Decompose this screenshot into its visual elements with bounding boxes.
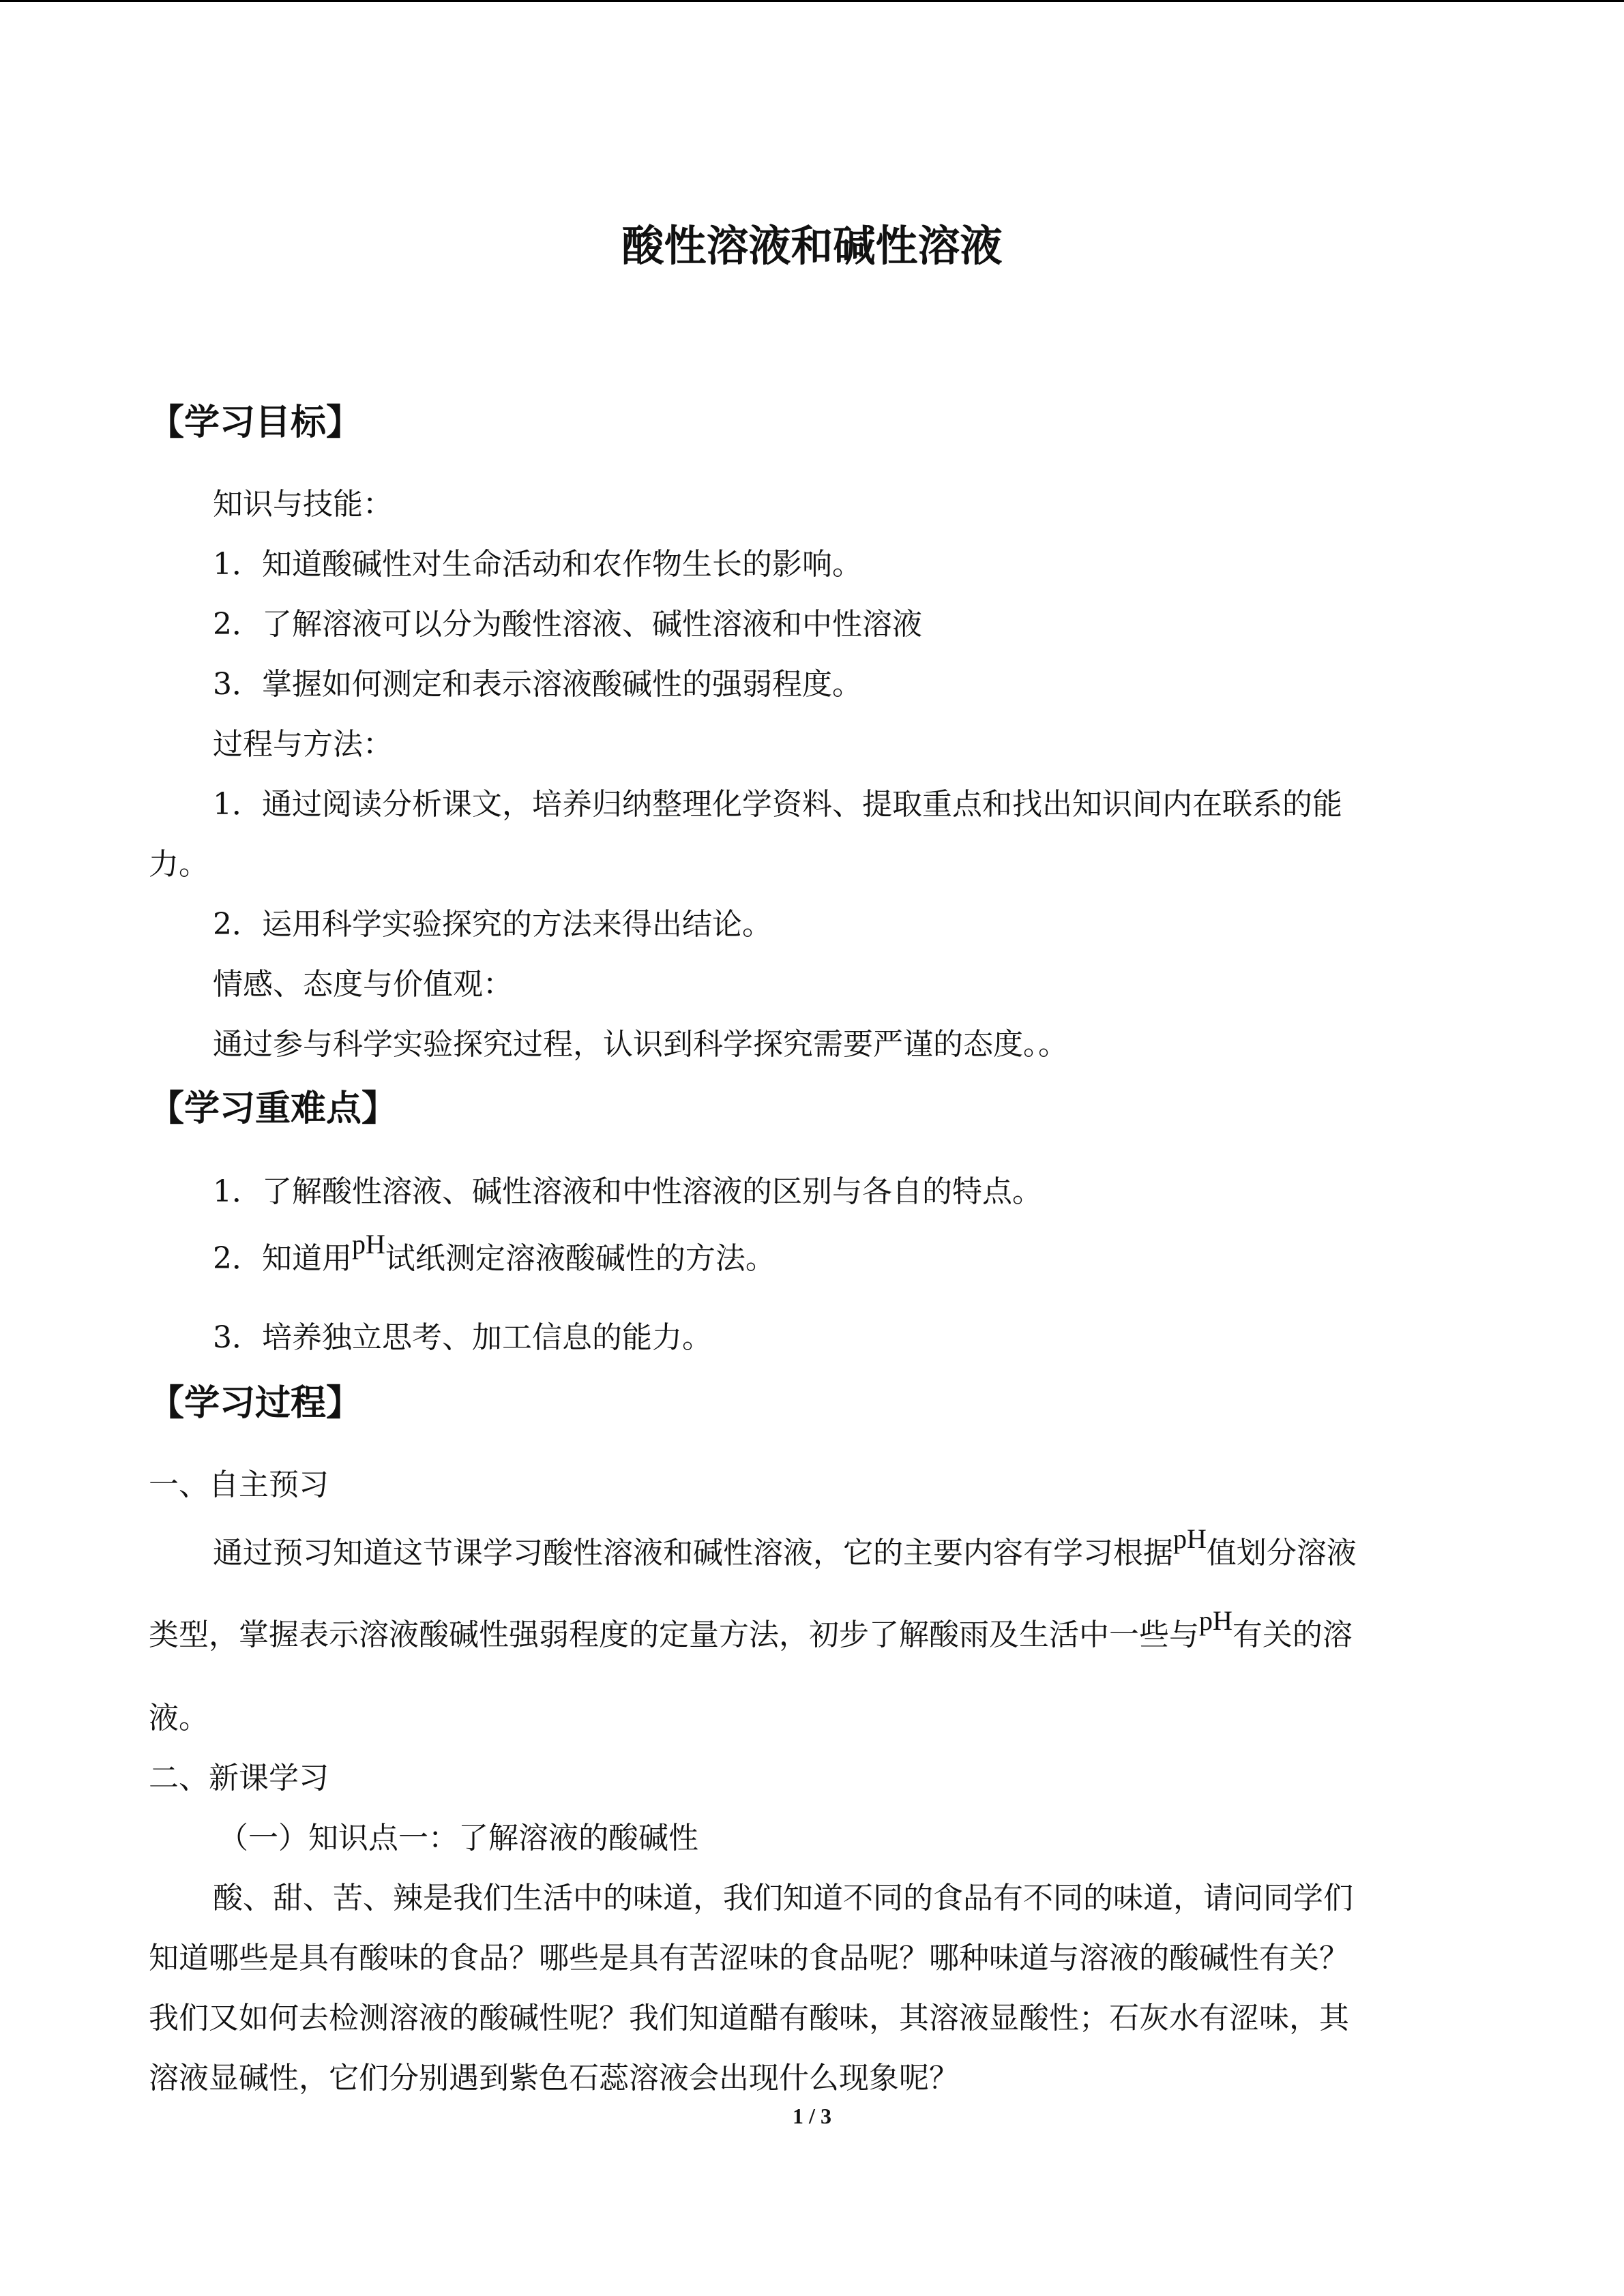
section-heading-process: 【学习过程】 [149, 1383, 362, 1424]
objective-item: 3．掌握如何测定和表示溶液酸碱性的强弱程度。 [213, 667, 862, 702]
emotion-label: 情感、态度与价值观： [213, 967, 513, 1002]
part-title-preview: 一、自主预习 [149, 1467, 329, 1502]
ph-symbol: pH [1173, 1523, 1207, 1554]
page-number: 1 / 3 [793, 2104, 831, 2128]
key-point-text: 试纸测定溶液酸碱性的方法。 [385, 1241, 776, 1276]
objective-item: 1．知道酸碱性对生命活动和农作物生长的影响。 [213, 547, 862, 582]
preview-text: 值划分溶液 [1206, 1536, 1357, 1570]
knowledge-label: 知识与技能： [213, 487, 393, 522]
preview-text: 有关的溶 [1232, 1617, 1353, 1652]
objective-item: 2．运用科学实验探究的方法来得出结论。 [213, 907, 772, 942]
objective-item: 通过参与科学实验探究过程，认识到科学探究需要严谨的态度。。 [213, 1027, 1068, 1062]
section-heading-objectives: 【学习目标】 [149, 402, 362, 443]
body-paragraph-line: 我们又如何去检测溶液的酸碱性呢？我们知道醋有酸味，其溶液显酸性；石灰水有涩味，其 [149, 2001, 1349, 2036]
document-title: 酸性溶液和碱性溶液 [621, 221, 1003, 271]
objective-item: 1．通过阅读分析课文，培养归纳整理化学资料、提取重点和找出知识间内在联系的能 [213, 787, 1342, 822]
preview-paragraph-line: 液。 [149, 1701, 209, 1735]
process-label: 过程与方法： [213, 727, 393, 762]
preview-text: 类型，掌握表示溶液酸碱性强弱程度的定量方法，初步了解酸雨及生活中一些与 [149, 1617, 1199, 1652]
part-title-new-lesson: 二、新课学习 [149, 1761, 329, 1795]
body-paragraph-line: 溶液显碱性，它们分别遇到紫色石蕊溶液会出现什么现象呢？ [149, 2061, 959, 2096]
body-paragraph-line: 酸、甜、苦、辣是我们生活中的味道，我们知道不同的食品有不同的味道，请问同学们 [213, 1881, 1353, 1915]
key-point-item [213, 1229, 776, 1277]
preview-paragraph-line [149, 1605, 1353, 1654]
key-point-text: 2．知道用 [213, 1241, 352, 1276]
knowledge-point-title: （一）知识点一：了解溶液的酸碱性 [218, 1821, 698, 1855]
section-heading-key-points: 【学习重难点】 [149, 1088, 398, 1129]
body-paragraph-line: 知道哪些是具有酸味的食品？哪些是具有苦涩味的食品呢？哪种味道与溶液的酸碱性有关？ [149, 1941, 1349, 1976]
objective-item-continued: 力。 [149, 847, 209, 882]
key-point-item: 3．培养独立思考、加工信息的能力。 [213, 1320, 712, 1355]
preview-text: 通过预习知道这节课学习酸性溶液和碱性溶液，它的主要内容有学习根据 [213, 1536, 1173, 1570]
objective-item: 2．了解溶液可以分为酸性溶液、碱性溶液和中性溶液 [213, 607, 922, 642]
key-point-item: 1．了解酸性溶液、碱性溶液和中性溶液的区别与各自的特点。 [213, 1174, 1042, 1209]
ph-symbol: pH [1199, 1605, 1232, 1636]
ph-symbol: pH [352, 1229, 385, 1259]
preview-paragraph-line [213, 1523, 1357, 1572]
